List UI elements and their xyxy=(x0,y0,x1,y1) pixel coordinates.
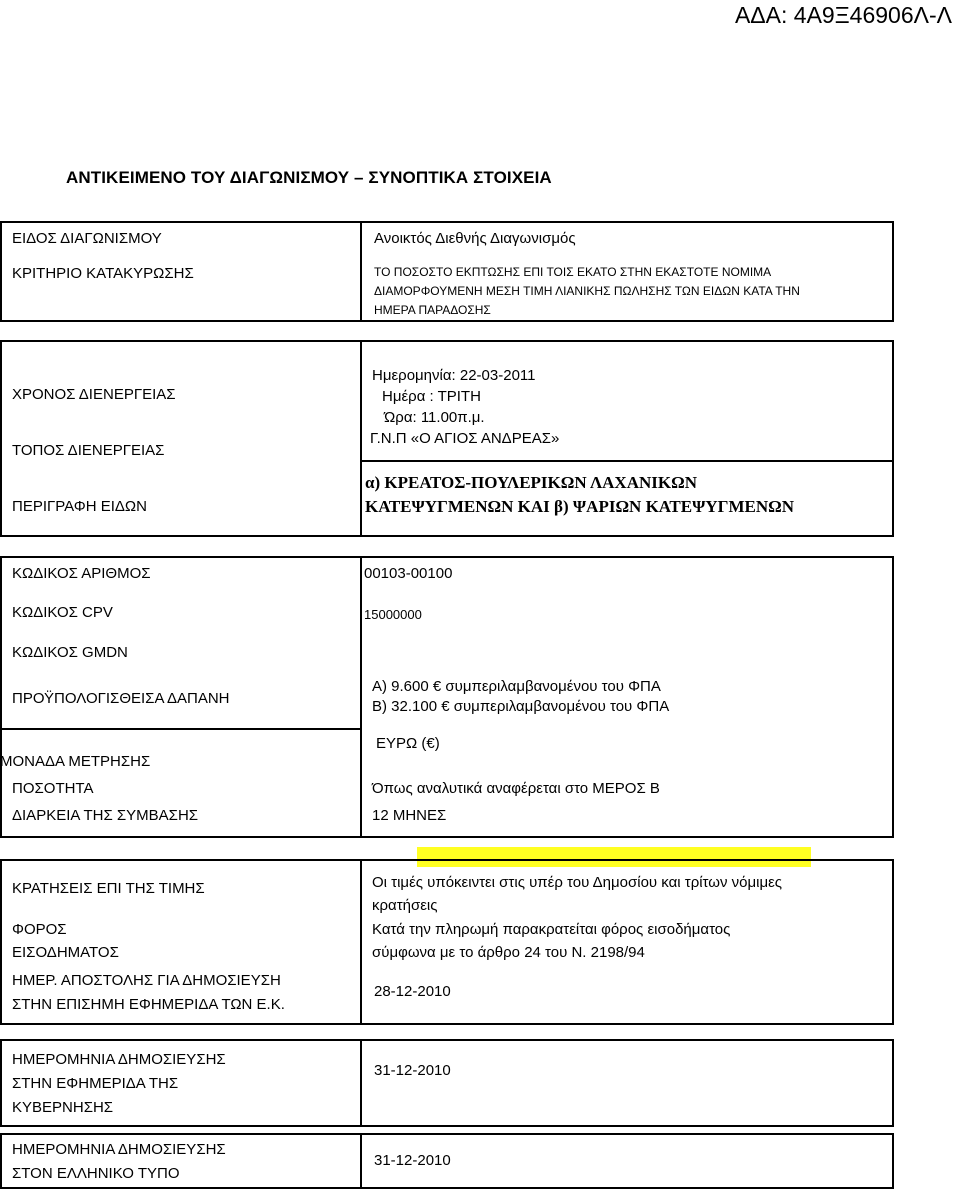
label-kodikos-cpv: ΚΩΔΙΚΟΣ CPV xyxy=(12,604,113,621)
value-perigrafi-1: α) ΚΡΕΑΤΟΣ-ΠΟΥΛΕΡΙΚΩΝ ΛΑΧΑΝΙΚΩΝ xyxy=(365,473,697,492)
value-monada: ΕΥΡΩ (€) xyxy=(376,735,440,752)
label-apostoli-1: ΗΜΕΡ. ΑΠΟΣΤΟΛΗΣ ΓΙΑ ΔΗΜΟΣΙΕΥΣΗ xyxy=(12,972,281,989)
value-foros-2: σύμφωνα με το άρθρο 24 του Ν. 2198/94 xyxy=(372,944,645,961)
value-dim-typos: 31-12-2010 xyxy=(374,1152,451,1169)
label-kodikos-arithmos: ΚΩΔΙΚΟΣ ΑΡΙΘΜΟΣ xyxy=(12,565,151,582)
value-kratiseis-2: κρατήσεις xyxy=(372,897,438,914)
label-topos: ΤΟΠΟΣ ΔΙΕΝΕΡΓΕΙΑΣ xyxy=(12,442,165,459)
divider xyxy=(0,728,360,730)
ada-code: ΑΔΑ: 4Α9Ξ46906Λ-Λ xyxy=(734,2,952,28)
value-kodikos-arithmos: 00103-00100 xyxy=(364,565,453,582)
label-kodikos-gmdn: ΚΩΔΙΚΟΣ GMDN xyxy=(12,644,128,661)
label-diarkeia: ΔΙΑΡΚΕΙΑ ΤΗΣ ΣΥΜΒΑΣΗΣ xyxy=(12,807,199,824)
label-foros-2: ΕΙΣΟΔΗΜΑΤΟΣ xyxy=(12,944,119,961)
value-kritirio-1: ΤΟ ΠΟΣΟΣΤΟ ΕΚΠΤΩΣΗΣ ΕΠΙ ΤΟΙΣ ΕΚΑΤΟ ΣΤΗΝ ΕΚΑΣΤΟΤΕ ΝΟΜΙΜΑ xyxy=(374,265,772,279)
page-title: ΑΝΤΙΚΕΙΜΕΝΟ ΤΟΥ ΔΙΑΓΩΝΙΣΜΟΥ – ΣΥΝΟΠΤΙΚΑ ΣΤΟΙΧΕΙΑ xyxy=(66,168,552,187)
divider xyxy=(360,1039,362,1127)
value-diarkeia: 12 ΜΗΝΕΣ xyxy=(372,807,447,824)
label-foros-1: ΦΟΡΟΣ xyxy=(12,921,67,938)
label-posotita: ΠΟΣΟΤΗΤΑ xyxy=(12,780,94,797)
divider xyxy=(360,340,362,537)
value-eidos: Ανοικτός Διεθνής Διαγωνισμός xyxy=(374,230,576,247)
value-time: Ώρα: 11.00π.μ. xyxy=(384,409,485,426)
label-apostoli-2: ΣΤΗΝ ΕΠΙΣΗΜΗ ΕΦΗΜΕΡΙΔΑ ΤΩΝ Ε.Κ. xyxy=(12,996,285,1013)
label-eidos: ΕΙΔΟΣ ΔΙΑΓΩΝΙΣΜΟΥ xyxy=(12,230,162,247)
value-kritirio-2: ΔΙΑΜΟΡΦΟΥΜΕΝΗ ΜΕΣΗ ΤΙΜΗ ΛΙΑΝΙΚΗΣ ΠΩΛΗΣΗΣ ΤΩΝ ΕΙΔΩΝ ΚΑΤΑ ΤΗΝ xyxy=(374,284,800,298)
divider xyxy=(360,859,362,1025)
label-dapani: ΠΡΟΫΠΟΛΟΓΙΣΘΕΙΣΑ ΔΑΠΑΝΗ xyxy=(12,690,230,707)
value-kodikos-cpv: 15000000 xyxy=(364,607,422,622)
label-dim-typos-1: ΗΜΕΡΟΜΗΝΙΑ ΔΗΜΟΣΙΕΥΣΗΣ xyxy=(12,1141,226,1158)
value-date: Ημερομηνία: 22-03-2011 xyxy=(372,367,536,384)
divider xyxy=(360,1133,362,1189)
value-kratiseis-1: Οι τιμές υπόκειντει στις υπέρ του Δημοσίου και τρίτων νόμιμες xyxy=(372,874,783,891)
value-perigrafi-2: ΚΑΤΕΨΥΓΜΕΝΩΝ ΚΑΙ β) ΨΑΡΙΩΝ ΚΑΤΕΨΥΓΜΕΝΩΝ xyxy=(365,497,795,516)
label-perigrafi: ΠΕΡΙΓΡΑΦΗ ΕΙΔΩΝ xyxy=(12,498,147,515)
label-dim-kyv-1: ΗΜΕΡΟΜΗΝΙΑ ΔΗΜΟΣΙΕΥΣΗΣ xyxy=(12,1051,226,1068)
label-dim-kyv-2: ΣΤΗΝ ΕΦΗΜΕΡΙΔΑ ΤΗΣ xyxy=(12,1075,179,1092)
value-dapani-a: Α) 9.600 € συμπεριλαμβανομένου του ΦΠΑ xyxy=(372,678,661,695)
label-kratiseis: ΚΡΑΤΗΣΕΙΣ ΕΠΙ ΤΗΣ ΤΙΜΗΣ xyxy=(12,880,205,897)
value-apostoli: 28-12-2010 xyxy=(374,983,451,1000)
value-kritirio-3: ΗΜΕΡΑ ΠΑΡΑΔΟΣΗΣ xyxy=(374,303,491,317)
value-dim-kyv: 31-12-2010 xyxy=(374,1062,451,1079)
value-dapani-b: Β) 32.100 € συμπεριλαμβανομένου του ΦΠΑ xyxy=(372,698,670,715)
divider xyxy=(360,460,894,462)
value-topos: Γ.Ν.Π «Ο ΑΓΙΟΣ ΑΝΔΡΕΑΣ» xyxy=(370,430,560,447)
divider xyxy=(360,556,362,838)
divider xyxy=(360,221,362,322)
label-kritirio: ΚΡΙΤΗΡΙΟ ΚΑΤΑΚΥΡΩΣΗΣ xyxy=(12,265,194,282)
value-posotita: Όπως αναλυτικά αναφέρεται στο ΜΕΡΟΣ Β xyxy=(372,780,660,797)
label-dim-kyv-3: ΚΥΒΕΡΝΗΣΗΣ xyxy=(12,1099,114,1116)
label-monada: ΜΟΝΑΔΑ ΜΕΤΡΗΣΗΣ xyxy=(0,753,151,770)
value-day: Ημέρα : ΤΡΙΤΗ xyxy=(382,388,481,405)
label-dim-typos-2: ΣΤΟΝ ΕΛΛΗΝΙΚΟ ΤΥΠΟ xyxy=(12,1165,180,1182)
value-foros-1: Κατά την πληρωμή παρακρατείται φόρος εισοδήματος xyxy=(372,921,731,938)
label-xronos: ΧΡΟΝΟΣ ΔΙΕΝΕΡΓΕΙΑΣ xyxy=(12,386,176,403)
